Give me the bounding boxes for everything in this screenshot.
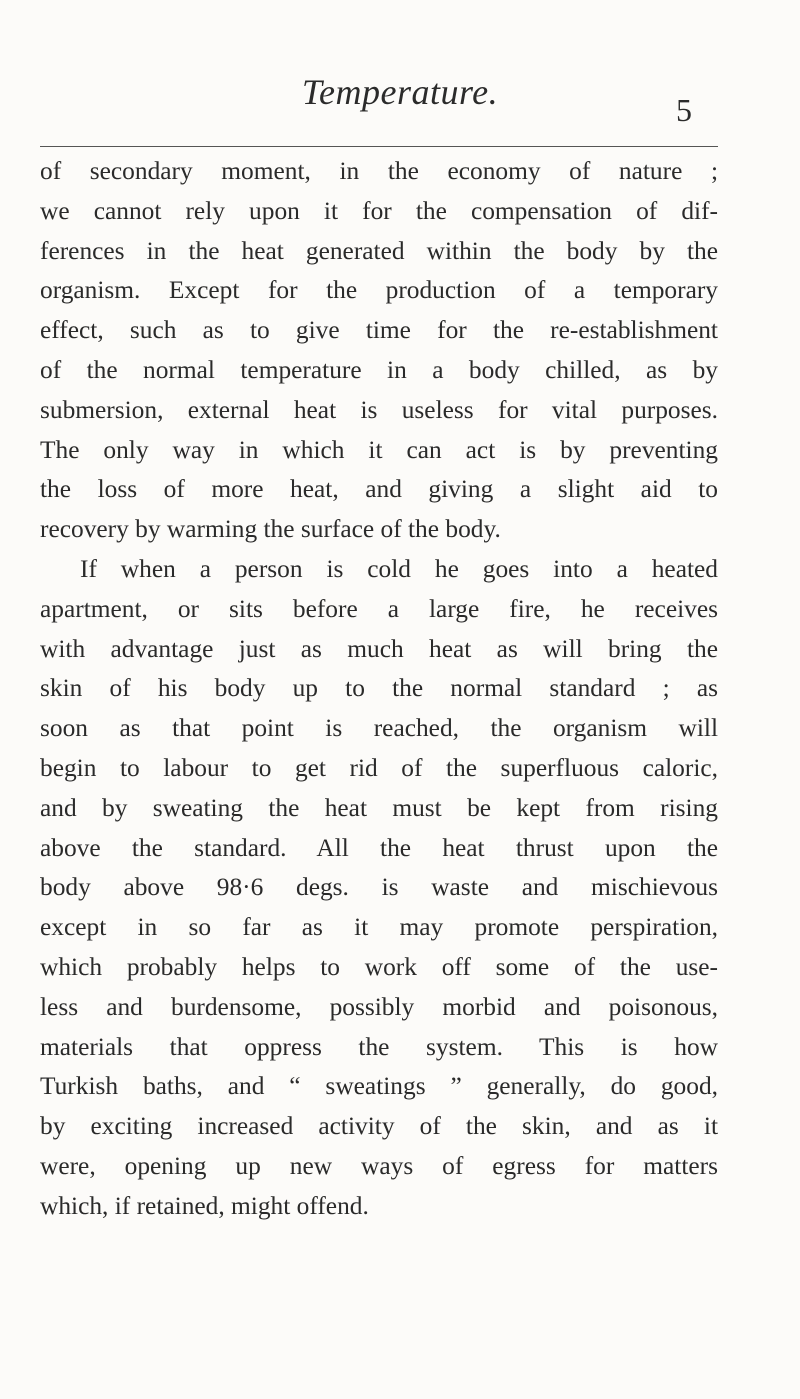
text-line: If when a person is cold he goes into a heated xyxy=(80,554,718,583)
text-line: we cannot rely upon it for the compensation of dif- xyxy=(40,196,718,225)
text-line: and by sweating the heat must be kept from rising xyxy=(40,793,718,822)
text-line: above the standard. All the heat thrust upon the xyxy=(40,833,718,862)
text-line: which probably helps to work off some of the use- xyxy=(40,952,718,981)
text-line: body above 98·6 degs. is waste and mischievous xyxy=(40,873,718,902)
text-line: of secondary moment, in the economy of nature ; xyxy=(40,157,718,185)
text-line: begin to labour to get rid of the superfluous caloric, xyxy=(40,753,718,782)
text-line: submersion, external heat is useless for vital purposes. xyxy=(40,395,718,424)
text-line: Turkish baths, and “ sweatings ” generally, do good, xyxy=(40,1072,718,1101)
text-line: except in so far as it may promote perspiration, xyxy=(40,913,718,942)
text-line: were, opening up new ways of egress for matters xyxy=(40,1151,718,1180)
running-title: Temperature. xyxy=(301,72,499,112)
text-line: which, if retained, might offend. xyxy=(40,1191,369,1220)
text-line: organism. Except for the production of a temporary xyxy=(40,276,718,305)
text-line: materials that oppress the system. This is how xyxy=(40,1032,718,1061)
text-line: The only way in which it can act is by preventing xyxy=(40,435,718,464)
text-line: ferences in the heat generated within the body by the xyxy=(40,236,718,265)
body-text xyxy=(40,152,718,1227)
text-line: the loss of more heat, and giving a slight aid to xyxy=(40,475,718,504)
text-line: apartment, or sits before a large fire, he receives xyxy=(40,594,718,623)
text-line: by exciting increased activity of the skin, and as it xyxy=(40,1112,718,1141)
text-line: recovery by warming the surface of the body. xyxy=(40,515,501,544)
page-number: 5 xyxy=(676,92,692,128)
text-line: of the normal temperature in a body chilled, as by xyxy=(40,355,718,384)
text-line: soon as that point is reached, the organism will xyxy=(40,714,718,743)
text-line: with advantage just as much heat as will bring the xyxy=(40,634,718,663)
text-line: effect, such as to give time for the re-establishment xyxy=(40,316,718,345)
text-line: less and burdensome, possibly morbid and poisonous, xyxy=(40,992,718,1021)
text-line: skin of his body up to the normal standard ; as xyxy=(40,674,718,703)
header-rule xyxy=(40,146,718,147)
